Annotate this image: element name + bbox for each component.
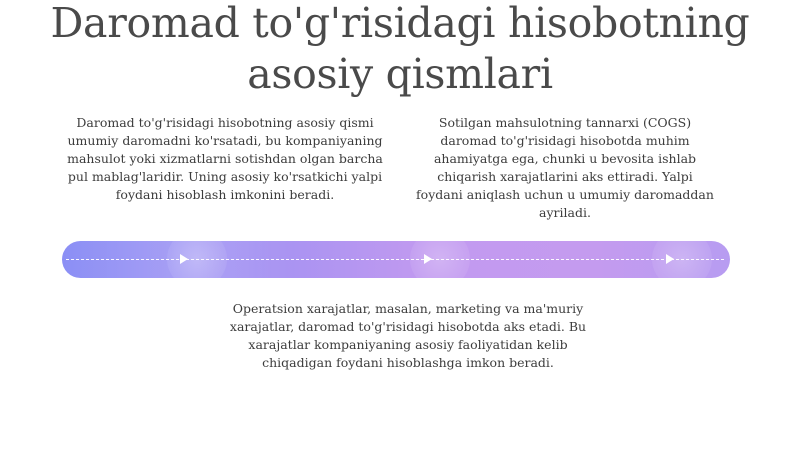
arrow-right-icon	[180, 254, 188, 264]
cogs-description: Sotilgan mahsulotning tannarxi (COGS) daromad to'g'risidagi hisobotda muhim ahamiyatga ega, chunki u bevosita ishlab chiqarish xarajatlarini aks ettiradi. Yalpi foydani aniqlash uchun u umumiy daromaddan ayriladi.	[416, 115, 714, 220]
timeline-dashed-line	[66, 259, 724, 260]
timeline-bar	[62, 241, 730, 278]
page-title	[0, 0, 800, 100]
page-title-line-1: Daromad to'g'risidagi hisobotning	[50, 0, 750, 47]
operating-expenses-description: Operatsion xarajatlar, masalan, marketing va ma'muriy xarajatlar, daromad to'g'risidagi hisobotda aks etadi. Bu xarajatlar kompaniyaning asosiy faoliyatidan kelib chiqadigan foydani hisoblashga imkon beradi.	[229, 301, 587, 370]
arrow-right-icon	[666, 254, 674, 264]
revenue-description: Daromad to'g'risidagi hisobotning asosiy qismi umumiy daromadni ko'rsatadi, bu kompaniyaning mahsulot yoki xizmatlarni sotishdan olgan barcha pul mablag'laridir. Uning asosiy ko'rsatkichi yalpi foydani hisoblash imkonini beradi.	[67, 115, 383, 202]
arrow-right-icon	[424, 254, 432, 264]
page-title-line-2: asosiy qismlari	[247, 50, 553, 98]
